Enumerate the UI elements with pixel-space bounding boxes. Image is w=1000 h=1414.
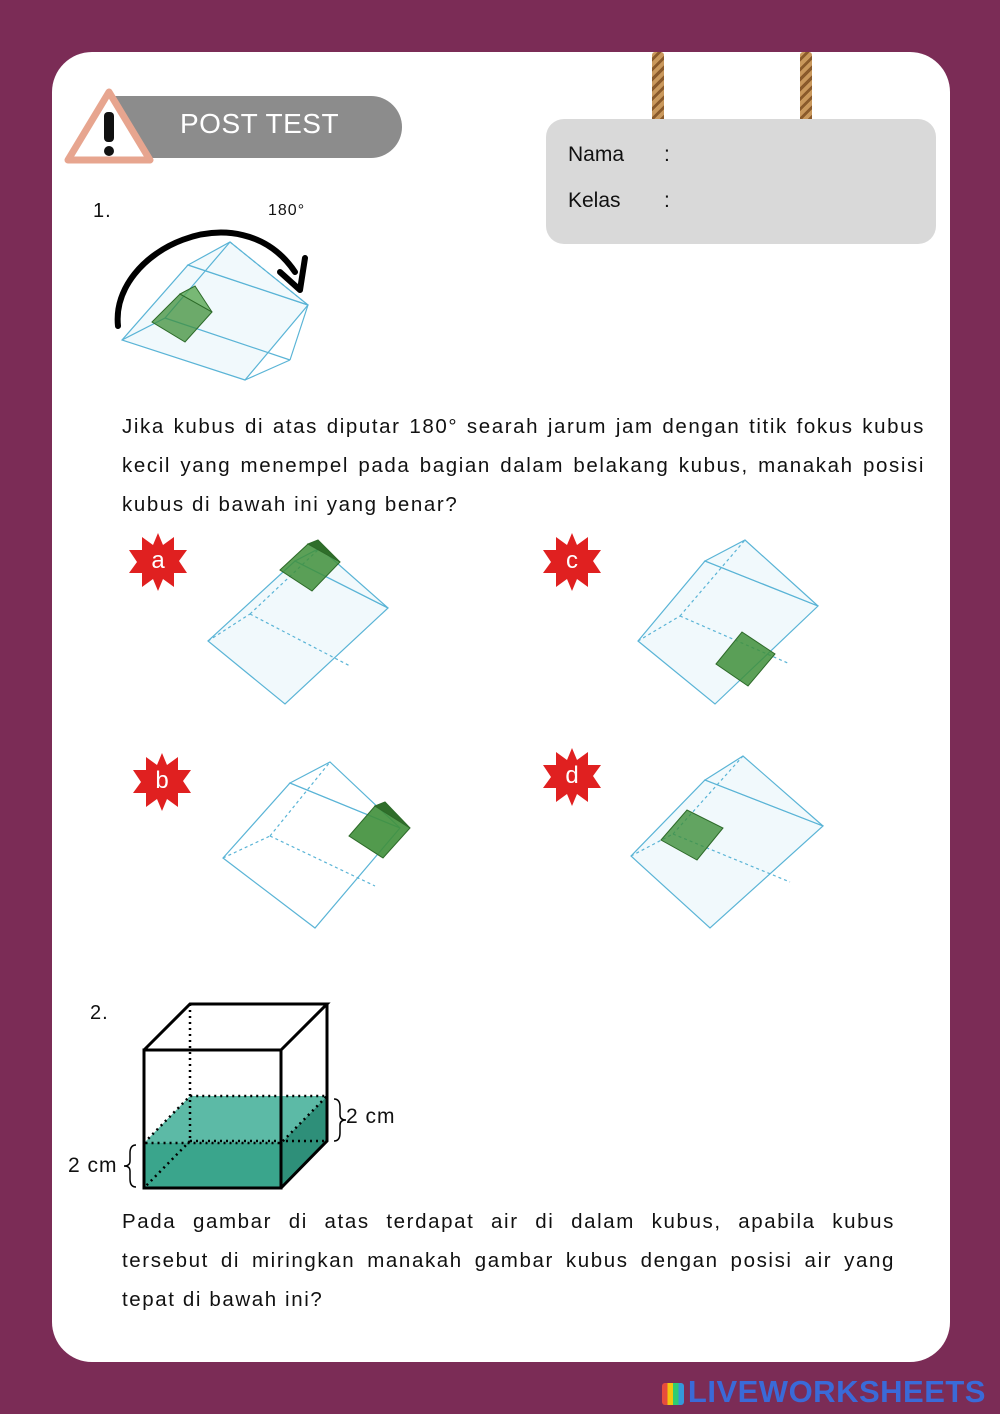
brace-left-icon: [122, 1143, 138, 1189]
option-a-cube[interactable]: [200, 536, 395, 711]
name-row[interactable]: [568, 143, 670, 167]
option-d-cube[interactable]: [625, 752, 825, 930]
option-d-label: d: [565, 762, 579, 789]
name-colon: :: [664, 143, 670, 166]
option-c-label: c: [566, 547, 578, 574]
warning-icon: [64, 88, 154, 164]
name-label: Nama: [568, 143, 625, 166]
liveworksheets-text: LIVEWORKSHEETS: [687, 1374, 986, 1409]
question-2-number: 2.: [90, 1002, 109, 1024]
class-row[interactable]: [568, 189, 670, 213]
option-b-cube[interactable]: [215, 758, 415, 933]
water-depth-label-right: 2 cm: [346, 1105, 396, 1128]
class-label: Kelas: [568, 189, 621, 212]
question-2-text: Pada gambar di atas terdapat air di dalam kubus, apabila kubus tersebut di miringkan manakah gambar kubus dengan posisi air yang tepat di bawah ini?: [122, 1210, 895, 1311]
option-b-label: b: [155, 767, 169, 794]
post-test-title: POST TEST: [112, 96, 402, 158]
hanging-rope-left: [652, 52, 664, 122]
class-colon: :: [664, 189, 670, 212]
liveworksheets-logo: [662, 1374, 986, 1410]
liveworksheets-icon: [662, 1383, 684, 1405]
identity-box: [546, 119, 936, 244]
water-depth-label-left: 2 cm: [68, 1154, 118, 1177]
option-c-badge[interactable]: [541, 531, 603, 593]
question-2-water-cube: [135, 998, 335, 1193]
question-1-number: 1.: [93, 200, 112, 222]
option-a-badge[interactable]: [127, 531, 189, 593]
rotation-label: 180°: [268, 202, 306, 219]
question-1-cube-figure: [100, 210, 330, 410]
option-a-label: a: [151, 547, 165, 574]
hanging-rope-right: [800, 52, 812, 122]
question-1-text: Jika kubus di atas diputar 180° searah jarum jam dengan titik fokus kubus kecil yang menempel pada bagian dalam belakang kubus, manakah posisi kubus di bawah ini yang benar?: [122, 415, 925, 516]
option-c-cube[interactable]: [630, 536, 825, 711]
option-d-badge[interactable]: [541, 746, 603, 808]
option-b-badge[interactable]: [131, 751, 193, 813]
